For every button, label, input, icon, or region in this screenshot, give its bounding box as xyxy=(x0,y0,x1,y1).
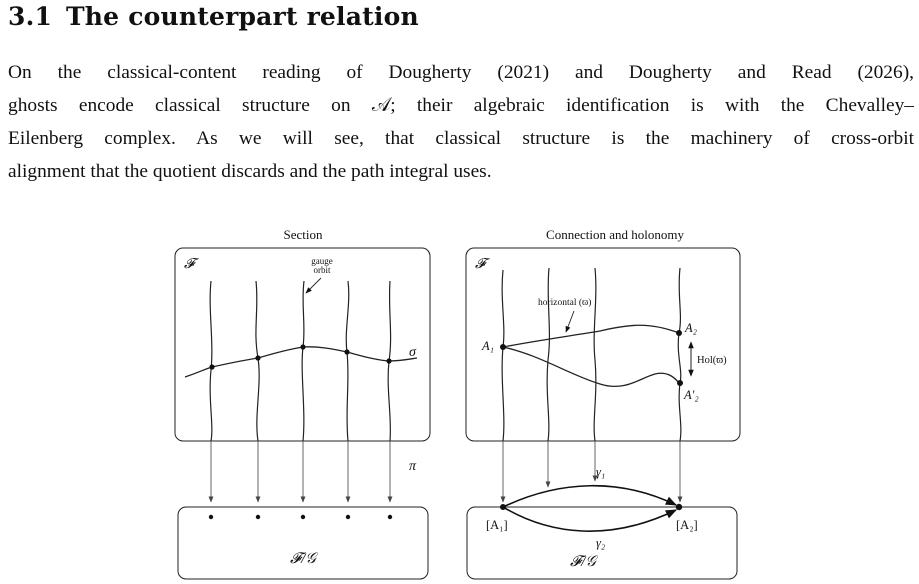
quotient-point xyxy=(388,515,392,519)
quotient-point xyxy=(256,515,260,519)
class-a1-label: [A₁] xyxy=(486,518,508,532)
field-space-label: 𝓕 xyxy=(475,257,486,272)
a2-label: A₂ xyxy=(685,321,697,335)
class-point-a2 xyxy=(676,504,682,510)
section-panel-title: Section xyxy=(283,227,323,242)
quotient-space-label: 𝓕/𝒢 xyxy=(290,551,316,567)
holonomy-label: Hol(ϖ) xyxy=(697,355,727,366)
horizontal-label: horizontal (ϖ) xyxy=(538,298,592,308)
paragraph-line: Eilenberg complex. As we will see, that classical structure is the machinery of cross-orbit xyxy=(8,128,914,149)
holonomy-panel-title: Connection and holonomy xyxy=(546,227,684,242)
gauge-orbit-line xyxy=(502,270,504,441)
paragraph-line: ghosts encode classical structure on 𝒜; their algebraic identification is with the Chevalley– xyxy=(8,95,914,116)
gauge-orbit-pointer xyxy=(306,278,321,293)
gamma2-label: γ₂ xyxy=(596,536,606,550)
projection-label: π xyxy=(409,459,417,474)
section-point xyxy=(344,349,349,354)
gamma1-label: γ₁ xyxy=(596,465,606,479)
paragraph-line: On the classical-content reading of Dougherty (2021) and Dougherty and Read (2026), xyxy=(8,62,914,83)
gauge-orbit-line xyxy=(346,281,349,441)
class-a2-label: [A₂] xyxy=(676,518,698,532)
section-point xyxy=(209,364,214,369)
field-space-box xyxy=(466,248,740,441)
gauge-orbit-line xyxy=(547,268,549,441)
gauge-orbit-line xyxy=(594,268,596,441)
gauge-orbit-line xyxy=(678,268,681,441)
gauge-orbit-line xyxy=(210,281,212,441)
section-curve xyxy=(185,347,417,377)
section-point xyxy=(386,358,391,363)
section-number: 3.1 xyxy=(8,2,53,31)
horizontal-lift-curve xyxy=(503,325,679,347)
holonomy-panel xyxy=(466,227,740,579)
field-space-label: 𝓕 xyxy=(184,257,195,272)
quotient-point xyxy=(301,515,305,519)
section-panel xyxy=(175,227,430,579)
quotient-space-label: 𝓕/𝒢 xyxy=(570,554,596,570)
section-title: The counterpart relation xyxy=(66,2,419,31)
section-point xyxy=(300,344,305,349)
gauge-orbit-label: orbit xyxy=(313,265,331,275)
point-a2-prime xyxy=(677,380,683,386)
section-point xyxy=(255,355,260,360)
quotient-point xyxy=(209,515,213,519)
class-point-a1 xyxy=(500,504,506,510)
gauge-orbit-line xyxy=(256,281,259,441)
gauge-orbit-label: gauge xyxy=(311,256,333,266)
gamma2-path xyxy=(503,507,676,531)
section-label: σ xyxy=(409,345,416,360)
lift-path-curve xyxy=(503,347,679,386)
a2-prime-label: A′₂ xyxy=(684,388,699,402)
point-a2 xyxy=(676,330,682,336)
horizontal-pointer xyxy=(566,311,574,332)
a1-label: A₁ xyxy=(482,339,494,353)
gauge-orbit-line xyxy=(302,281,304,441)
quotient-point xyxy=(346,515,350,519)
point-a1 xyxy=(500,344,506,350)
gamma1-path xyxy=(503,486,676,507)
paragraph-line: alignment that the quotient discards and the path integral uses. xyxy=(8,161,492,182)
